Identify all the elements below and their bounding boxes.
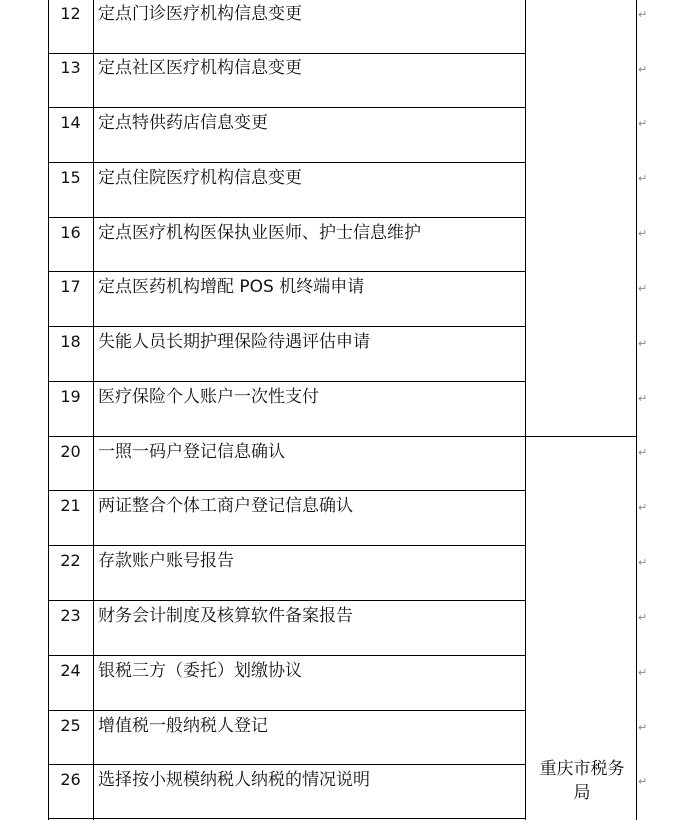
row-number: 17 (60, 277, 81, 296)
paragraph-mark-icon: ↵ (638, 446, 648, 459)
row-number: 19 (60, 387, 81, 406)
row-divider (48, 381, 526, 382)
paragraph-mark-icon: ↵ (638, 392, 648, 405)
row-divider (48, 326, 526, 327)
row-name: 银税三方（委托）划缴协议 (98, 661, 302, 681)
row-divider (48, 162, 526, 163)
row-divider (48, 818, 526, 819)
paragraph-mark-icon: ↵ (638, 775, 648, 788)
paragraph-mark-icon: ↵ (638, 501, 648, 514)
row-name: 定点门诊医疗机构信息变更 (98, 4, 302, 24)
row-name: 选择按小规模纳税人纳税的情况说明 (98, 770, 370, 790)
row-name: 两证整合个体工商户登记信息确认 (98, 496, 353, 516)
row-divider (48, 490, 526, 491)
row-name: 存款账户账号报告 (98, 551, 234, 571)
row-name: 定点医药机构增配 POS 机终端申请 (98, 277, 365, 297)
row-name: 医疗保险个人账户一次性支付 (98, 387, 319, 407)
row-divider (48, 545, 526, 546)
row-number: 16 (60, 223, 81, 242)
row-divider (48, 710, 526, 711)
row-name: 定点特供药店信息变更 (98, 113, 268, 133)
row-number: 23 (60, 606, 81, 625)
paragraph-mark-icon: ↵ (638, 172, 648, 185)
row-number: 14 (60, 113, 81, 132)
row-number: 25 (60, 716, 81, 735)
row-number: 18 (60, 332, 81, 351)
row-divider (48, 217, 526, 218)
row-name: 定点社区医疗机构信息变更 (98, 58, 302, 78)
paragraph-mark-icon: ↵ (638, 117, 648, 130)
row-number: 22 (60, 551, 81, 570)
paragraph-mark-icon: ↵ (638, 611, 648, 624)
row-number: 26 (60, 770, 81, 789)
row-divider (48, 764, 526, 765)
table-border-right (636, 0, 637, 820)
row-name: 定点住院医疗机构信息变更 (98, 168, 302, 188)
department-divider (526, 436, 637, 437)
paragraph-mark-icon: ↵ (638, 337, 648, 350)
row-divider (48, 600, 526, 601)
paragraph-mark-icon: ↵ (638, 282, 648, 295)
row-number: 24 (60, 661, 81, 680)
department-name: 重庆市税务 局 (539, 759, 625, 803)
paragraph-mark-icon: ↵ (638, 227, 648, 240)
paragraph-mark-icon: ↵ (638, 721, 648, 734)
row-divider (48, 436, 526, 437)
row-number: 13 (60, 58, 81, 77)
paragraph-mark-icon: ↵ (638, 63, 648, 76)
matters-table (48, 0, 637, 820)
row-divider (48, 107, 526, 108)
column-divider-name (525, 0, 526, 820)
paragraph-mark-icon: ↵ (638, 666, 648, 679)
row-divider (48, 271, 526, 272)
row-name: 增值税一般纳税人登记 (98, 716, 268, 736)
row-name: 财务会计制度及核算软件备案报告 (98, 606, 353, 626)
paragraph-mark-icon: ↵ (638, 556, 648, 569)
row-name: 定点医疗机构医保执业医师、护士信息维护 (98, 223, 421, 243)
row-name: 一照一码户登记信息确认 (98, 442, 285, 462)
row-number: 15 (60, 168, 81, 187)
row-number: 12 (60, 4, 81, 23)
paragraph-mark-icon: ↵ (638, 8, 648, 21)
row-divider (48, 655, 526, 656)
row-number: 21 (60, 496, 81, 515)
row-number: 20 (60, 442, 81, 461)
row-name: 失能人员长期护理保险待遇评估申请 (98, 332, 370, 352)
